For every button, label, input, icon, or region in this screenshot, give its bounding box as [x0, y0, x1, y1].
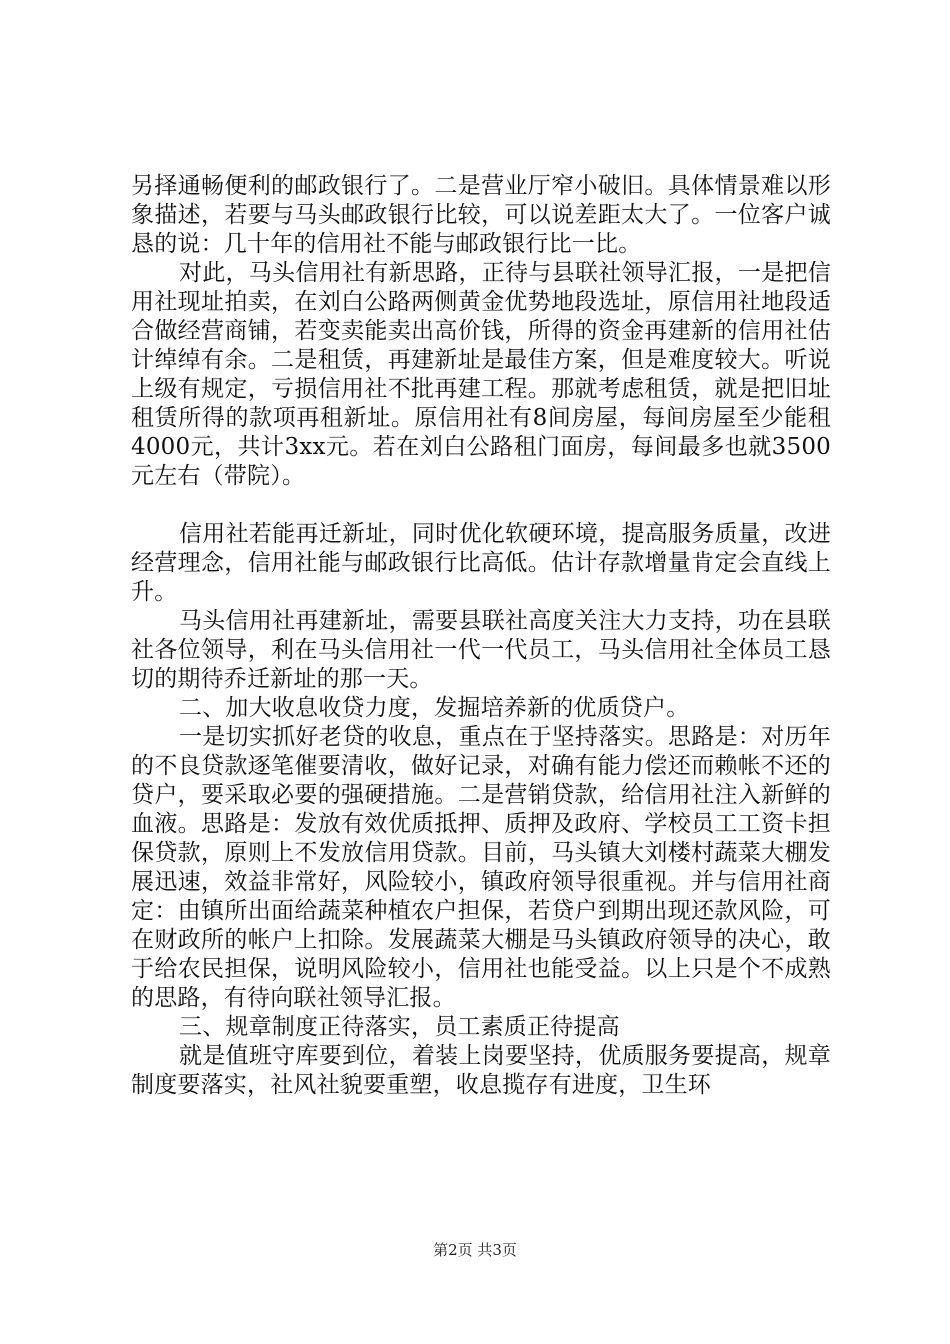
section-heading-three: 三、规章制度正待落实，员工素质正待提高 [179, 1014, 620, 1040]
paragraph-loan-collection: 一是切实抓好老贷的收息，重点在于坚持落实。思路是：对历年的不良贷款逐笔催要清收，做好记录，对确有能力偿还而赖帐不还的贷户，要采取必要的强硬措施。二是营销贷款，给信用社注入新鲜的血液。思路是：发放有效优质抵押、质押及政府、学校员工工资卡担保贷款，原则上不发放信用贷款。目前，马头镇大刘楼村蔬菜大棚发展迅速，效益非常好，风险较小，镇政府领导很重视。并与信用社商定：由镇所出面给蔬菜种植农户担保，若贷户到期出现还款风险，可在财政所的帐户上扣除。发展蔬菜大棚是马头镇政府领导的决心，敢于给农民担保，说明风险较小，信用社也能受益。以上只是个不成熟的思路，有待向联社领导汇报。 [131, 724, 831, 1011]
paragraph-support-request: 马头信用社再建新址，需要县联社高度关注大力支持，功在县联社各位领导，利在马头信用社一代一代员工，马头信用社全体员工恳切的期待乔迁新址的那一天。 [131, 608, 831, 692]
paragraph-regulations: 就是值班守库要到位，着装上岗要坚持，优质服务要提高，规章制度要落实，社风社貌要重塑，收息揽存有进度，卫生环 [131, 1043, 831, 1098]
section-heading-two: 二、加大收息收贷力度，发掘培养新的优质贷户。 [179, 695, 690, 721]
page-number-footer: 第2页 共3页 [433, 1241, 517, 1259]
paragraph-continuation: 另择通畅便利的邮政银行了。二是营业厅窄小破旧。具体情景难以形象描述，若要与马头邮政银行比较，可以说差距太大了。一位客户诚恳的说：几十年的信用社不能与邮政银行比一比。 [131, 173, 831, 257]
paragraph-new-approach: 对此，马头信用社有新思路，正待与县联社领导汇报，一是把信用社现址拍卖，在刘白公路两侧黄金优势地段选址，原信用社地段适合做经营商铺，若变卖能卖出高价钱，所得的资金再建新的信用社估计绰绰有余。二是租赁，再建新址是最佳方案，但是难度较大。听说上级有规定，亏损信用社不批再建工程。那就考虑租赁，就是把旧址租赁所得的款项再租新址。原信用社有8间房屋，每间房屋至少能租4000元，共计3xx元。若在刘白公路租门面房，每间最多也就3500元左右（带院）。 [131, 260, 831, 489]
document-body [131, 172, 831, 1100]
paragraph-relocation-benefit: 信用社若能再迁新址，同时优化软硬环境，提高服务质量，改进经营理念，信用社能与邮政银行比高低。估计存款增量肯定会直线上升。 [131, 521, 831, 605]
